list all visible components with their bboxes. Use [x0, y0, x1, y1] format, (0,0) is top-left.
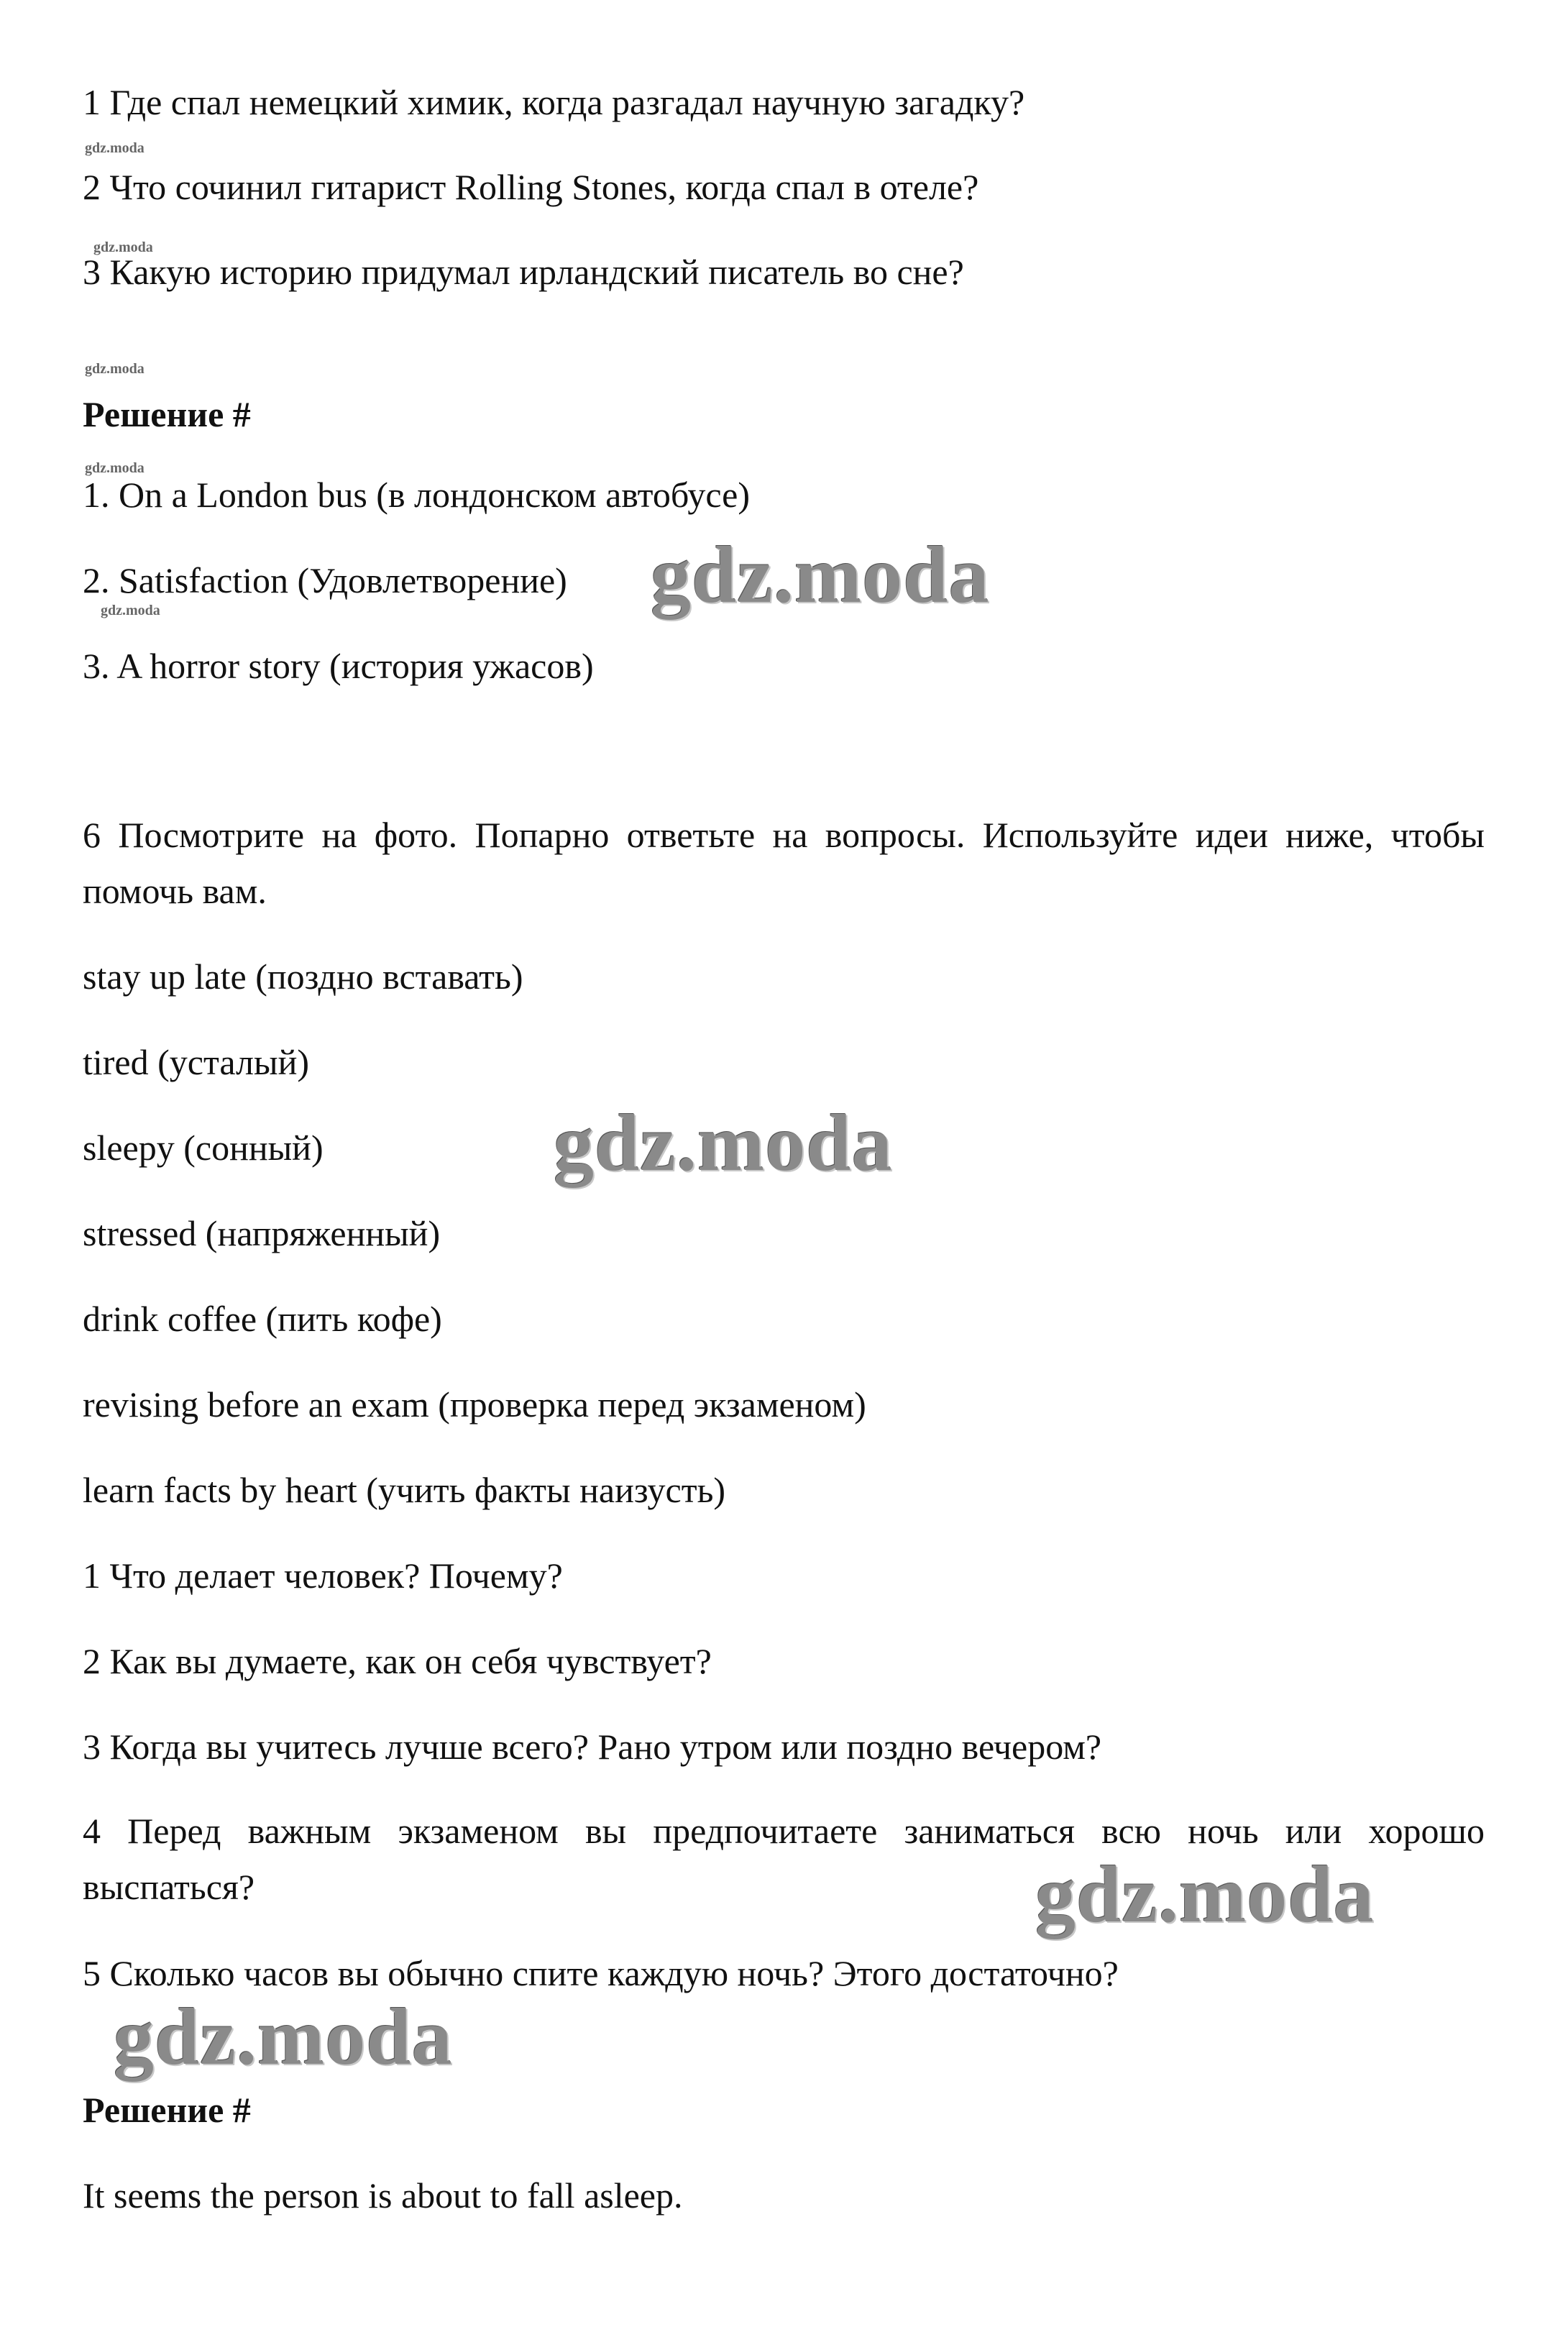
question-2: 2 Что сочинил гитарист Rolling Stones, когда спал в отеле?	[83, 167, 979, 207]
watermark-small: gdz.moda	[85, 361, 145, 377]
question-3: 3 Какую историю придумал ирландский писатель во сне?	[83, 252, 964, 292]
watermark-small: gdz.moda	[85, 140, 145, 156]
idea-item: revising before an exam (проверка перед экзаменом)	[83, 1384, 866, 1425]
idea-item: stressed (напряженный)	[83, 1213, 441, 1253]
task-6-question: 2 Как вы думаете, как он себя чувствует?	[83, 1641, 712, 1681]
answer-2: 2. Satisfaction (Удовлетворение)	[83, 560, 567, 600]
solution-heading: Решение #	[83, 394, 251, 434]
task-6-question: 3 Когда вы учитесь лучше всего? Рано утром или поздно вечером?	[83, 1727, 1102, 1767]
task-6-question: 5 Сколько часов вы обычно спите каждую ночь? Этого достаточно?	[83, 1953, 1119, 1993]
watermark-small: gdz.moda	[93, 239, 153, 255]
watermark-logo: gdz.moda	[651, 531, 990, 620]
idea-item: learn facts by heart (учить факты наизусть)	[83, 1470, 726, 1510]
idea-item: drink coffee (пить кофе)	[83, 1299, 442, 1339]
watermark-logo: gdz.moda	[554, 1099, 893, 1188]
answer-3: 3. A horror story (история ужасов)	[83, 646, 594, 686]
task-6-question: 4 Перед важным экзаменом вы предпочитаете заниматься всю ночь или хорошо выспаться?	[83, 1811, 1485, 1907]
solution-heading: Решение #	[83, 2090, 251, 2130]
task-6-question: 1 Что делает человек? Почему?	[83, 1555, 563, 1596]
watermark-small: gdz.moda	[101, 603, 160, 618]
idea-item: tired (усталый)	[83, 1042, 310, 1082]
watermark-small: gdz.moda	[85, 460, 145, 476]
watermark-logo: gdz.moda	[114, 1993, 453, 2082]
solution-answer: It seems the person is about to fall asleep.	[83, 2175, 683, 2216]
watermark-logo: gdz.moda	[1035, 1850, 1375, 1939]
idea-item: sleepy (сонный)	[83, 1128, 324, 1168]
question-1: 1 Где спал немецкий химик, когда разгадал научную загадку?	[83, 82, 1025, 122]
idea-item: stay up late (поздно вставать)	[83, 956, 523, 997]
task-6-instruction: 6 Посмотрите на фото. Попарно ответьте на вопросы. Используйте идеи ниже, чтобы помочь вам.	[83, 815, 1485, 911]
answer-1: 1. On a London bus (в лондонском автобусе)	[83, 475, 751, 515]
